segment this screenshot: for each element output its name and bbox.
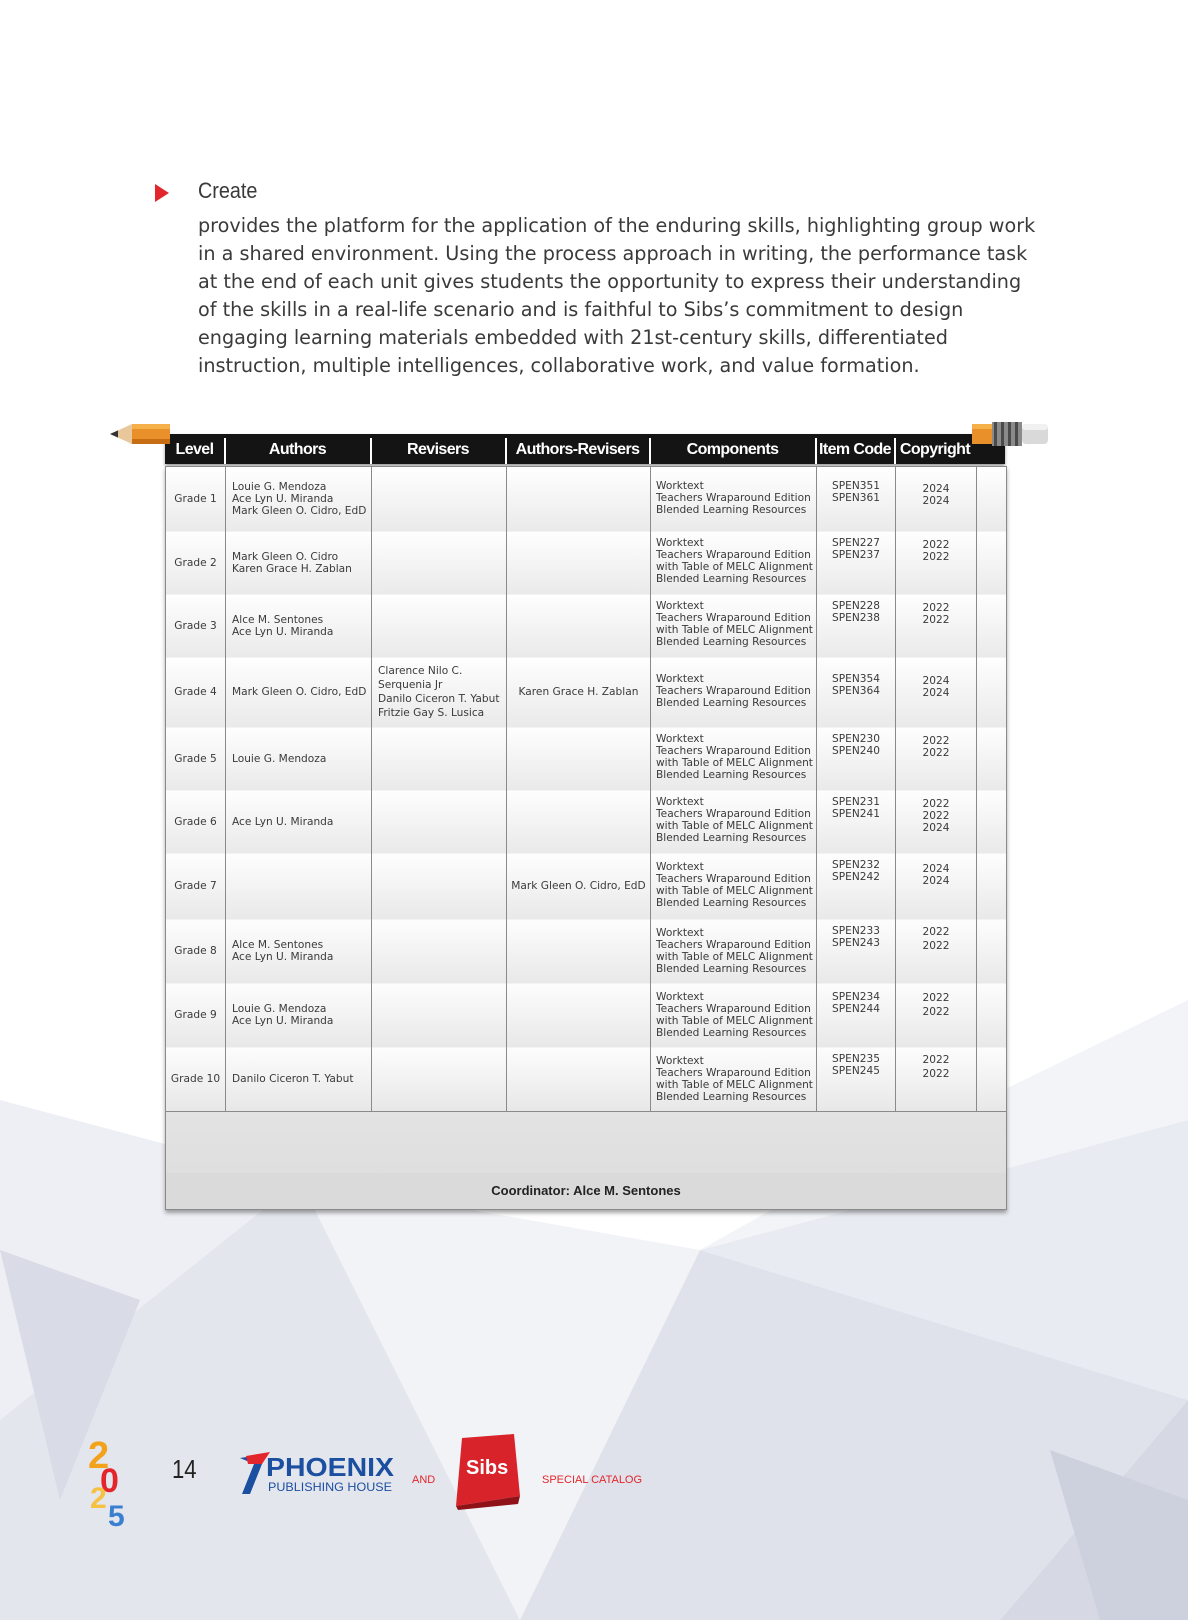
table-row xyxy=(166,467,1006,532)
svg-text:Sibs: Sibs xyxy=(466,1457,509,1479)
cell-authors: Ace Lyn U. Miranda xyxy=(232,815,334,828)
cell-authors xyxy=(226,853,371,919)
svg-text:2: 2 xyxy=(88,1435,110,1477)
header-copyright: Copyright xyxy=(899,441,971,458)
svg-text:0: 0 xyxy=(100,1462,119,1500)
cell-level: Grade 8 xyxy=(174,945,217,957)
cell-item-code: SPEN232 SPEN242 xyxy=(832,859,880,883)
cell-item-code: SPEN354 SPEN364 xyxy=(832,673,880,697)
cell-authors-revisers: Karen Grace H. Zablan xyxy=(518,686,639,698)
cell-components: Worktext Teachers Wraparound Edition with Table of MELC Alignment Blended Learning Resources xyxy=(656,600,813,648)
cell-copyright: 2022 2022 xyxy=(922,992,950,1018)
cell-item-code: SPEN228 SPEN238 xyxy=(832,600,880,624)
cell-components: Worktext Teachers Wraparound Edition with Table of MELC Alignment Blended Learning Resources xyxy=(656,1055,813,1103)
cell-revisers xyxy=(372,790,506,853)
cell-copyright: 2024 2024 xyxy=(922,863,950,887)
cell-level: Grade 4 xyxy=(174,686,217,698)
phoenix-publishing-logo xyxy=(240,1452,398,1496)
svg-text:2: 2 xyxy=(90,1482,107,1515)
cell-authors: Mark Gleen O. Cidro, EdD xyxy=(232,686,367,698)
cell-revisers xyxy=(372,727,506,790)
cell-revisers xyxy=(372,531,506,594)
cell-authors: Alce M. Sentones Ace Lyn U. Miranda xyxy=(232,613,334,638)
table-row xyxy=(166,983,1006,1048)
body-line: provides the platform for the application of the enduring skills, highlighting group work xyxy=(198,214,1036,237)
cell-copyright: 2022 2022 xyxy=(922,1054,950,1080)
cell-level: Grade 7 xyxy=(174,880,217,892)
cell-components: Worktext Teachers Wraparound Edition with Table of MELC Alignment Blended Learning Resources xyxy=(656,796,813,844)
svg-text:PHOENIX: PHOENIX xyxy=(266,1452,395,1482)
cell-revisers xyxy=(372,1047,506,1111)
page-number: 14 xyxy=(172,1454,197,1484)
cell-level: Grade 3 xyxy=(174,619,217,632)
cell-authors: Louie G. Mendoza xyxy=(232,752,327,765)
cell-authors-revisers xyxy=(507,1047,650,1111)
catalog-label: SPECIAL CATALOG xyxy=(542,1474,643,1486)
coordinator-row: Coordinator: Alce M. Sentones xyxy=(166,1173,1006,1209)
cell-level: Grade 5 xyxy=(174,752,217,765)
body-line: of the skills in a real-life scenario and is faithful to Sibs’s commitment to design xyxy=(198,298,964,321)
body-line: engaging learning materials embedded with 21st-century skills, differentiated xyxy=(198,326,948,349)
cell-components: Worktext Teachers Wraparound Edition with Table of MELC Alignment Blended Learning Resources xyxy=(656,861,813,909)
section-heading: Create xyxy=(198,178,258,203)
header-authors-revisers: Authors-Revisers xyxy=(515,441,640,458)
cell-authors-revisers xyxy=(507,919,650,983)
table-row xyxy=(166,919,1006,984)
table-body xyxy=(165,466,1007,1210)
table-row xyxy=(166,727,1006,791)
cell-components: Worktext Teachers Wraparound Edition Blended Learning Resources xyxy=(656,673,811,709)
pencil-right-icon xyxy=(972,414,1050,454)
cell-copyright: 2024 2024 xyxy=(922,483,950,507)
body-line: in a shared environment. Using the process approach in writing, the performance task xyxy=(198,242,1028,265)
body-line: at the end of each unit gives students the opportunity to express their understanding xyxy=(198,270,1022,293)
and-label: AND xyxy=(412,1474,436,1486)
cell-authors: Louie G. Mendoza Ace Lyn U. Miranda xyxy=(232,1003,334,1027)
cell-components: Worktext Teachers Wraparound Edition with Table of MELC Alignment Blended Learning Resources xyxy=(656,927,813,975)
cell-level: Grade 10 xyxy=(170,1073,221,1085)
svg-text:PUBLISHING HOUSE: PUBLISHING HOUSE xyxy=(268,1480,392,1494)
body-line: instruction, multiple intelligences, collaborative work, and value formation. xyxy=(198,354,920,377)
cell-authors-revisers: Mark Gleen O. Cidro, EdD xyxy=(511,880,646,892)
cell-item-code: SPEN234 SPEN244 xyxy=(832,991,880,1015)
year-2025-logo xyxy=(88,1432,148,1528)
cell-components: Worktext Teachers Wraparound Edition with Table of MELC Alignment Blended Learning Resources xyxy=(656,733,813,781)
table-row xyxy=(166,1047,1006,1112)
svg-text:5: 5 xyxy=(108,1500,125,1528)
page-footer xyxy=(0,1420,1188,1550)
cell-item-code: SPEN351 SPEN361 xyxy=(832,480,880,504)
cell-copyright: 2022 2022 xyxy=(922,735,950,759)
header-components: Components xyxy=(686,441,779,458)
cell-copyright: 2022 2022 xyxy=(922,602,950,626)
cell-level: Grade 2 xyxy=(174,556,217,569)
cell-authors: Mark Gleen O. Cidro Karen Grace H. Zablan xyxy=(232,550,352,575)
cell-authors-revisers xyxy=(507,727,650,790)
cell-revisers xyxy=(372,594,506,657)
table-row xyxy=(166,594,1006,658)
section-body xyxy=(198,212,1058,380)
pencil-left-icon xyxy=(108,414,170,454)
cell-level: Grade 1 xyxy=(174,493,217,505)
cell-authors-revisers xyxy=(507,790,650,853)
cell-item-code: SPEN230 SPEN240 xyxy=(832,733,880,757)
cell-item-code: SPEN231 SPEN241 xyxy=(832,796,880,820)
cell-authors-revisers xyxy=(507,531,650,594)
table-row xyxy=(166,531,1006,595)
cell-level: Grade 6 xyxy=(174,815,217,828)
cell-authors: Danilo Ciceron T. Yabut xyxy=(232,1073,354,1085)
cell-copyright: 2022 2022 2024 xyxy=(922,798,950,834)
table-row xyxy=(166,790,1006,854)
table-row xyxy=(166,853,1006,920)
cell-item-code: SPEN227 SPEN237 xyxy=(832,537,880,561)
cell-copyright: 2024 2024 xyxy=(922,675,950,699)
header-revisers: Revisers xyxy=(407,441,469,458)
cell-components: Worktext Teachers Wraparound Edition with Table of MELC Alignment Blended Learning Resources xyxy=(656,991,813,1039)
header-level: Level xyxy=(175,441,214,458)
triangle-bullet-icon xyxy=(155,184,169,202)
cell-authors-revisers xyxy=(507,467,650,531)
table-row xyxy=(166,657,1006,728)
cell-authors: Louie G. Mendoza Ace Lyn U. Miranda Mark Gleen O. Cidro, EdD xyxy=(232,481,367,517)
cell-revisers xyxy=(372,983,506,1047)
table-header xyxy=(165,434,1005,464)
header-item-code: Item Code xyxy=(819,441,891,458)
sibs-logo xyxy=(448,1434,526,1510)
cell-revisers: Clarence Nilo C. Serquenia Jr Danilo Ciceron T. Yabut Fritzie Gay S. Lusica xyxy=(378,665,500,719)
cell-components: Worktext Teachers Wraparound Edition Blended Learning Resources xyxy=(656,480,811,516)
cell-authors-revisers xyxy=(507,983,650,1047)
cell-authors-revisers xyxy=(507,594,650,657)
cell-item-code: SPEN235 SPEN245 xyxy=(832,1053,880,1077)
cell-components: Worktext Teachers Wraparound Edition with Table of MELC Alignment Blended Learning Resources xyxy=(656,537,813,585)
cell-level: Grade 9 xyxy=(174,1009,217,1021)
cell-copyright: 2022 2022 xyxy=(922,539,950,563)
cell-copyright: 2022 2022 xyxy=(922,926,950,952)
cell-revisers xyxy=(372,919,506,983)
header-authors: Authors xyxy=(268,441,327,458)
cell-authors: Alce M. Sentones Ace Lyn U. Miranda xyxy=(232,939,334,963)
cell-revisers xyxy=(372,853,506,919)
cell-item-code: SPEN233 SPEN243 xyxy=(832,925,880,949)
cell-revisers xyxy=(372,467,506,531)
